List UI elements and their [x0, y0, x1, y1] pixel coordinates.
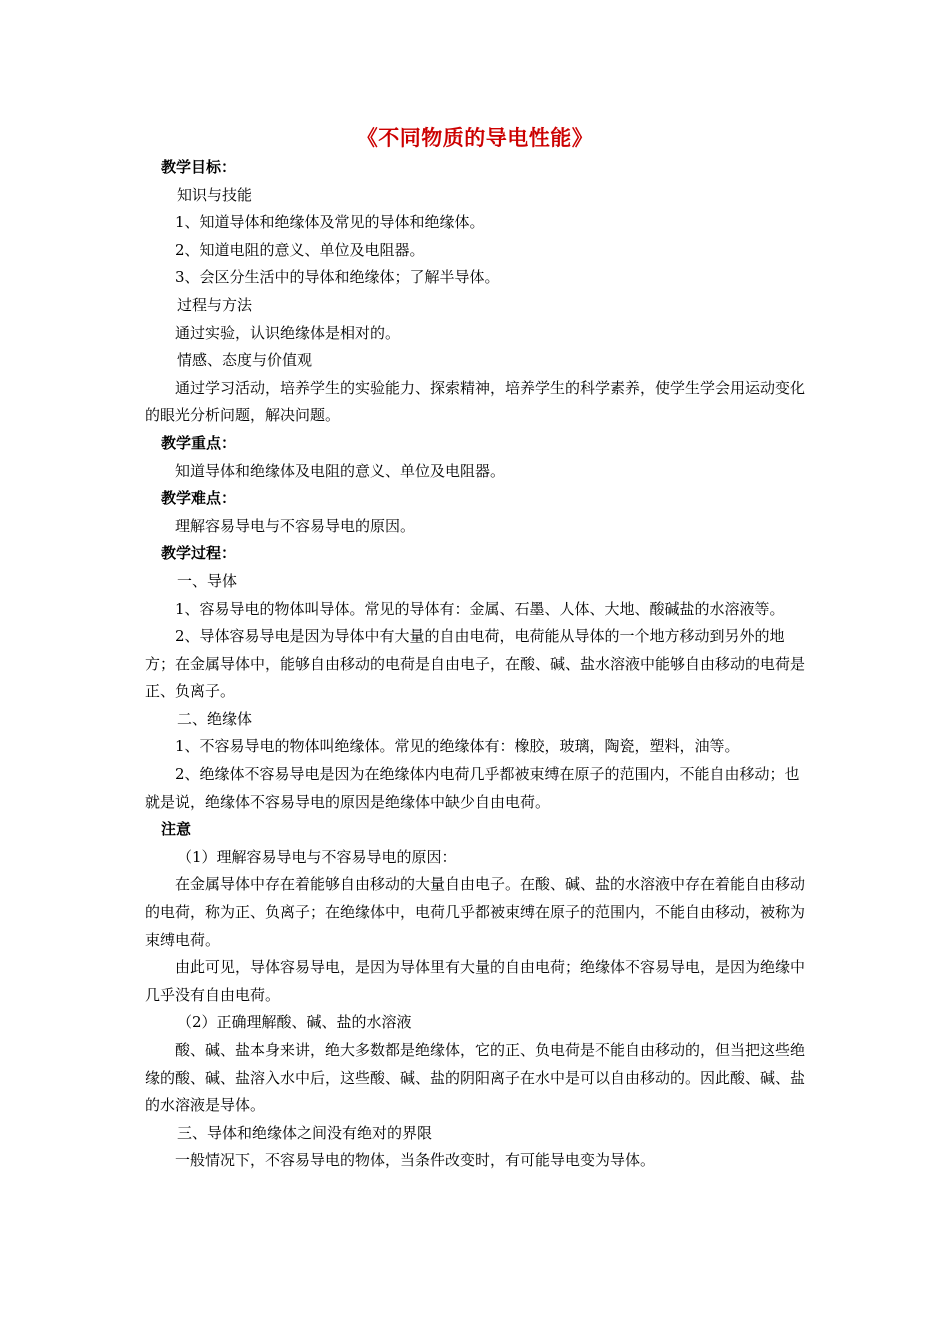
document-title: 《不同物质的导电性能》 — [356, 126, 594, 150]
paragraph: 1、知道导体和绝缘体及常见的导体和绝缘体。 — [175, 213, 485, 232]
paragraph: 1、容易导电的物体叫导体。常见的导体有：金属、石墨、人体、大地、酸碱盐的水溶液等。 — [175, 599, 785, 618]
section-heading: 教学过程： — [161, 544, 237, 563]
paragraph: 3、会区分生活中的导体和绝缘体；了解半导体。 — [175, 268, 500, 287]
subheading: （1）理解容易导电与不容易导电的原因： — [177, 847, 457, 866]
section-heading: 教学目标： — [161, 158, 237, 176]
paragraph: 知道导体和绝缘体及电阻的意义、单位及电阻器。 — [175, 461, 506, 480]
subheading: 一、导体 — [177, 571, 238, 590]
paragraph: 在金属导体中存在着能够自由移动的大量自由电子。在酸、碱、盐的水溶液中存在着能自由移动的电荷，称为正、负离子；在绝缘体中，电荷几乎都被束缚在原子的范围内，不能自由移动，被称为束缚电荷。 — [145, 875, 806, 949]
paragraph: 2、绝缘体不容易导电是因为在绝缘体内电荷几乎都被束缚在原子的范围内，不能自由移动；也就是说，绝缘体不容易导电的原因是绝缘体中缺少自由电荷。 — [145, 765, 800, 811]
document-body — [145, 154, 805, 1175]
subheading: （2）正确理解酸、碱、盐的水溶液 — [177, 1013, 412, 1032]
paragraph: 通过实验，认识绝缘体是相对的。 — [175, 323, 401, 342]
paragraph: 由此可见，导体容易导电，是因为导体里有大量的自由电荷；绝缘体不容易导电，是因为绝缘中几乎没有自由电荷。 — [145, 958, 806, 1004]
section-heading: 教学难点： — [161, 489, 237, 508]
subheading: 二、绝缘体 — [177, 709, 253, 728]
paragraph: 通过学习活动，培养学生的实验能力、探索精神，培养学生的科学素养，使学生学会用运动变化的眼光分析问题，解决问题。 — [145, 378, 806, 425]
subheading: 过程与方法 — [177, 295, 253, 314]
paragraph: 理解容易导电与不容易导电的原因。 — [175, 516, 416, 535]
paragraph: 一般情况下，不容易导电的物体，当条件改变时，有可能导电变为导体。 — [175, 1151, 656, 1170]
paragraph: 酸、碱、盐本身来讲，绝大多数都是绝缘体，它的正、负电荷是不能自由移动的，但当把这些绝缘的酸、碱、盐溶入水中后，这些酸、碱、盐的阴阳离子在水中是可以自由移动的。因此酸、碱、盐的水溶液是导体。 — [145, 1041, 806, 1115]
section-heading: 教学重点： — [161, 433, 237, 452]
section-heading: 注意 — [161, 820, 192, 839]
paragraph: 2、知道电阻的意义、单位及电阻器。 — [175, 240, 425, 259]
subheading: 三、导体和绝缘体之间没有绝对的界限 — [177, 1123, 433, 1142]
subheading: 知识与技能 — [177, 185, 253, 204]
paragraph: 1、不容易导电的物体叫绝缘体。常见的绝缘体有：橡胶，玻璃，陶瓷，塑料，油等。 — [175, 737, 740, 756]
subheading: 情感、态度与价值观 — [177, 351, 313, 370]
paragraph: 2、导体容易导电是因为导体中有大量的自由电荷，电荷能从导体的一个地方移动到另外的地方；在金属导体中，能够自由移动的电荷是自由电子，在酸、碱、盐水溶液中能够自由移动的电荷是正、负离子。 — [145, 627, 806, 701]
